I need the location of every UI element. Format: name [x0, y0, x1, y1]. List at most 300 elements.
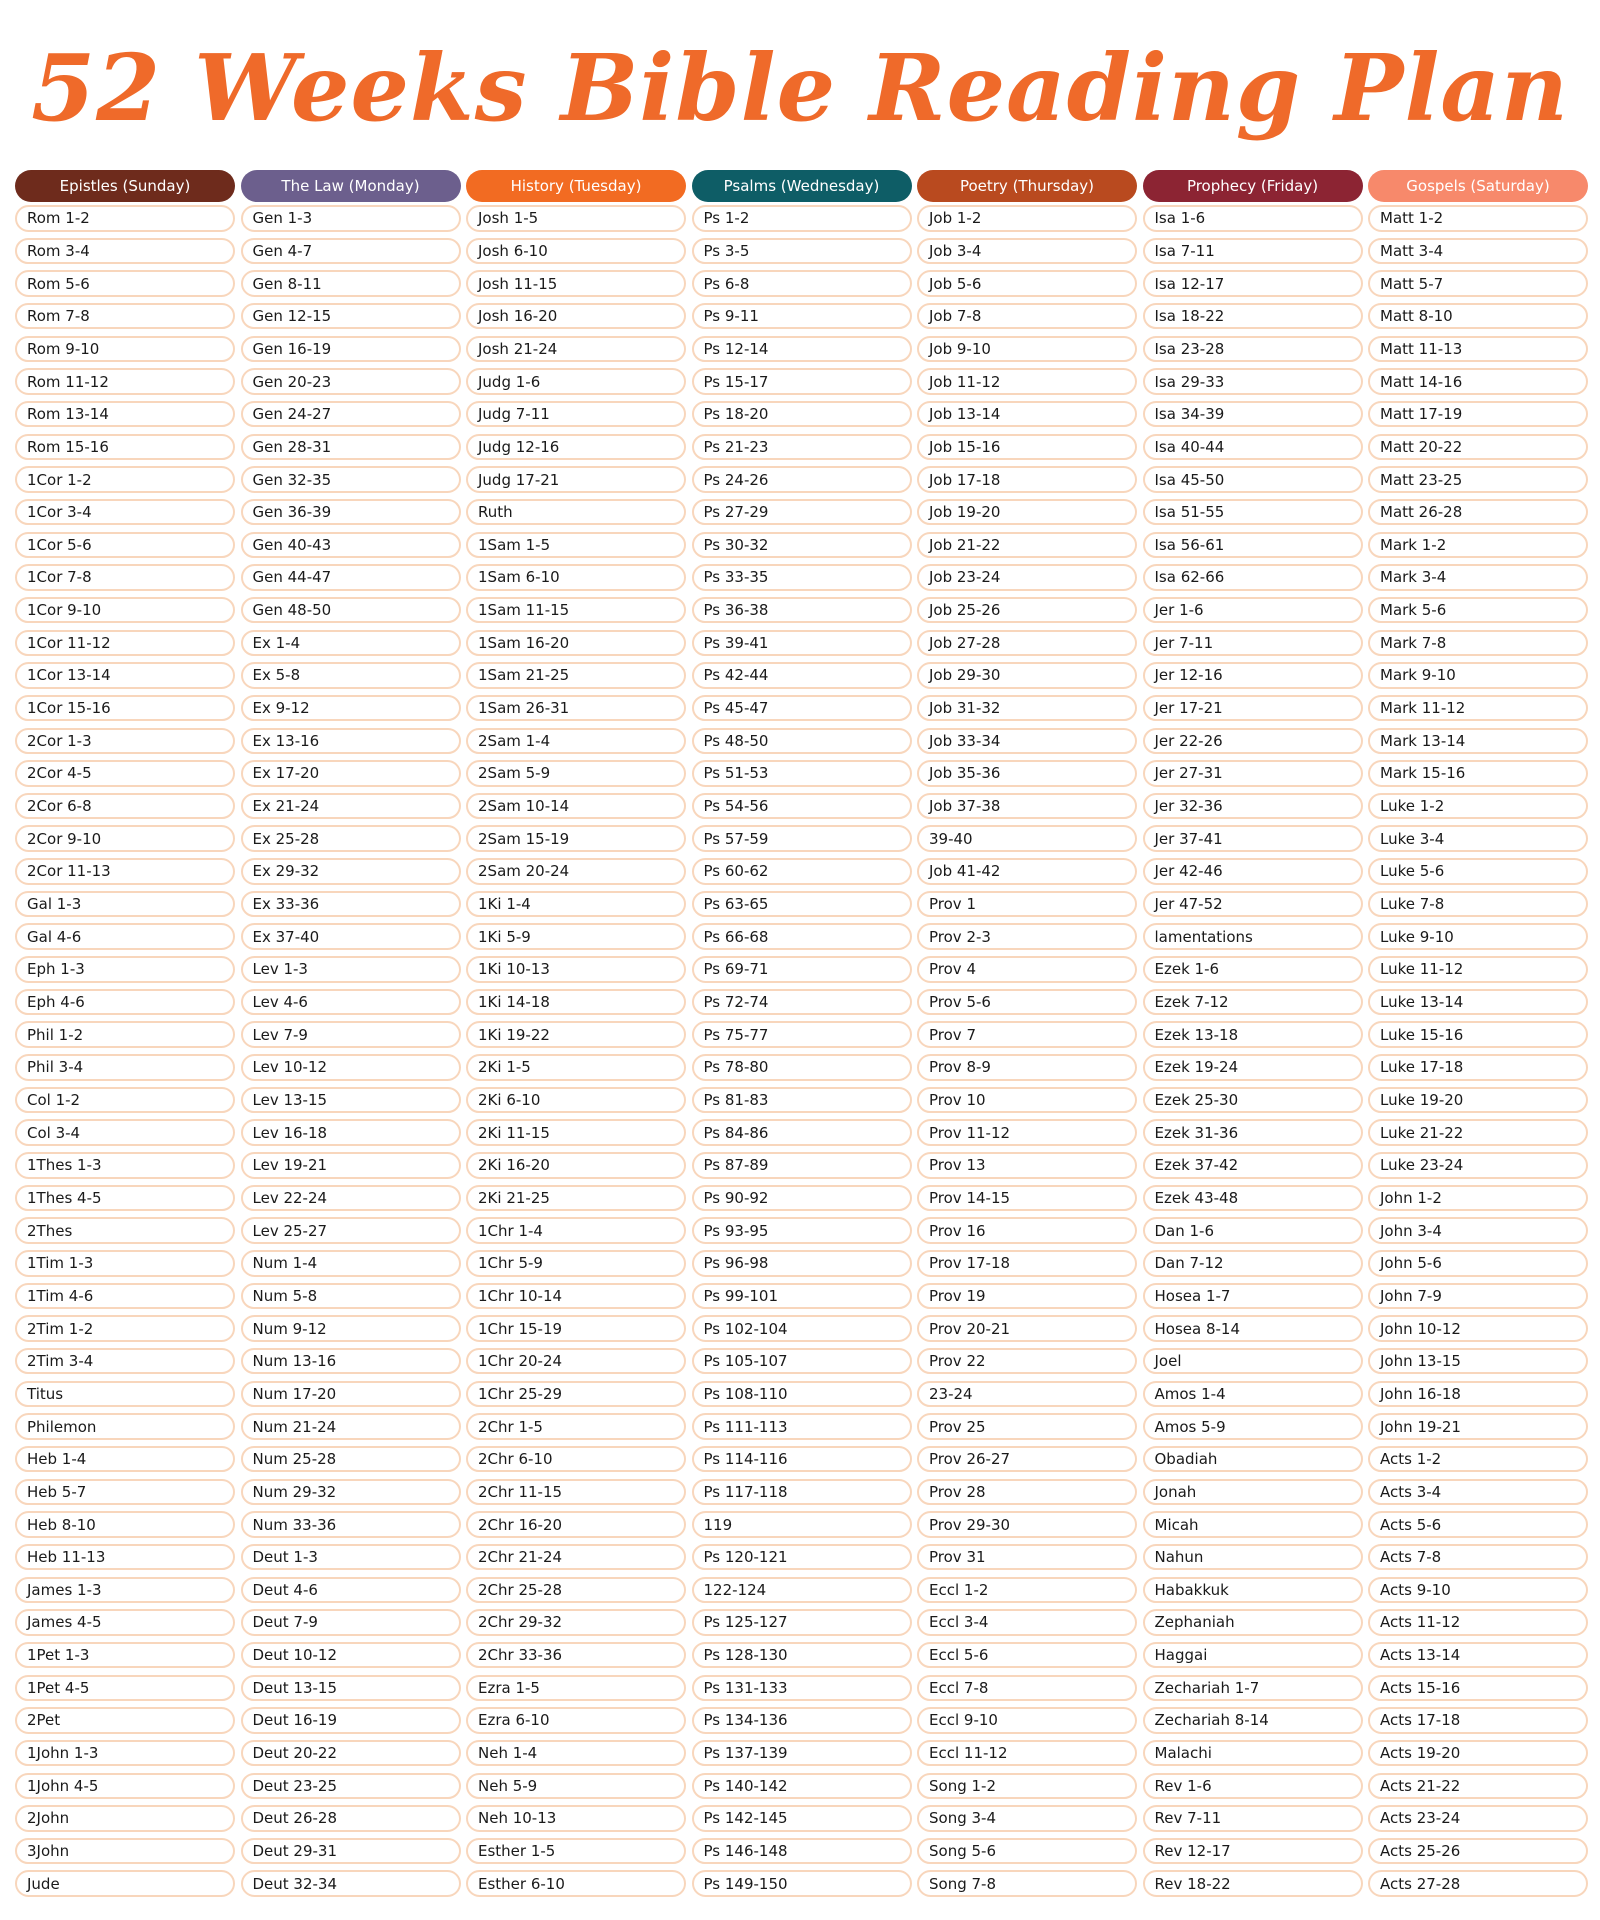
- reading-cell: Haggai: [1143, 1642, 1363, 1669]
- reading-cell: John 5-6: [1368, 1250, 1588, 1277]
- page-title: 52 Weeks Bible Reading Plan: [31, 33, 1569, 142]
- reading-cell: 2Chr 33-36: [466, 1642, 686, 1669]
- reading-cell: Luke 15-16: [1368, 1021, 1588, 1048]
- reading-cell: Job 1-2: [917, 205, 1137, 232]
- reading-cell: Dan 1-6: [1143, 1217, 1363, 1244]
- reading-cell: Eph 4-6: [15, 989, 235, 1016]
- reading-cell: Ex 33-36: [241, 891, 461, 918]
- reading-cell: 1Cor 9-10: [15, 597, 235, 624]
- reading-cell: Acts 17-18: [1368, 1707, 1588, 1734]
- reading-cell: Acts 19-20: [1368, 1740, 1588, 1767]
- reading-cell: Obadiah: [1143, 1446, 1363, 1473]
- reading-cell: James 4-5: [15, 1609, 235, 1636]
- reading-cell: Ex 21-24: [241, 793, 461, 820]
- reading-cell: Ezek 37-42: [1143, 1152, 1363, 1179]
- reading-cell: Rom 9-10: [15, 336, 235, 363]
- reading-cell: Luke 17-18: [1368, 1054, 1588, 1081]
- reading-cell: Prov 5-6: [917, 989, 1137, 1016]
- reading-cell: 2Sam 10-14: [466, 793, 686, 820]
- reading-cell: Ps 51-53: [692, 760, 912, 787]
- reading-cell: Mark 7-8: [1368, 630, 1588, 657]
- reading-cell: 2Tim 3-4: [15, 1348, 235, 1375]
- reading-cell: Ps 21-23: [692, 434, 912, 461]
- reading-cell: Ezek 7-12: [1143, 989, 1363, 1016]
- reading-cell: 2Chr 1-5: [466, 1413, 686, 1440]
- reading-cell: 1Chr 20-24: [466, 1348, 686, 1375]
- reading-cell: Luke 21-22: [1368, 1119, 1588, 1146]
- reading-cell: Ps 120-121: [692, 1544, 912, 1571]
- reading-cell: Deut 32-34: [241, 1870, 461, 1897]
- reading-cell: Gen 28-31: [241, 434, 461, 461]
- reading-cell: Gen 40-43: [241, 532, 461, 559]
- day-column: [917, 170, 1137, 1903]
- reading-cell: Titus: [15, 1381, 235, 1408]
- reading-cell: Matt 23-25: [1368, 466, 1588, 493]
- reading-cell: Ps 15-17: [692, 368, 912, 395]
- reading-cell: Isa 12-17: [1143, 270, 1363, 297]
- reading-cell: Song 5-6: [917, 1838, 1137, 1865]
- reading-cell: Deut 13-15: [241, 1675, 461, 1702]
- reading-cell: Jer 17-21: [1143, 695, 1363, 722]
- day-column: [15, 170, 235, 1903]
- reading-cell: 2Cor 11-13: [15, 858, 235, 885]
- column-header: Poetry (Thursday): [917, 170, 1137, 202]
- reading-cell: 2Ki 16-20: [466, 1152, 686, 1179]
- reading-cell: Acts 27-28: [1368, 1870, 1588, 1897]
- reading-cell: Luke 11-12: [1368, 956, 1588, 983]
- reading-cell: Ezek 43-48: [1143, 1185, 1363, 1212]
- reading-cell: Job 35-36: [917, 760, 1137, 787]
- reading-cell: Lev 19-21: [241, 1152, 461, 1179]
- reading-cell: Job 5-6: [917, 270, 1137, 297]
- reading-cell: 1Cor 5-6: [15, 532, 235, 559]
- reading-cell: Luke 7-8: [1368, 891, 1588, 918]
- reading-cell: Acts 21-22: [1368, 1773, 1588, 1800]
- reading-cell: Isa 23-28: [1143, 336, 1363, 363]
- reading-cell: Zechariah 8-14: [1143, 1707, 1363, 1734]
- reading-cell: Prov 19: [917, 1283, 1137, 1310]
- reading-cell: 1Cor 13-14: [15, 662, 235, 689]
- reading-cell: Rom 13-14: [15, 401, 235, 428]
- reading-cell: Num 33-36: [241, 1511, 461, 1538]
- reading-cell: Isa 18-22: [1143, 303, 1363, 330]
- reading-cell: Job 37-38: [917, 793, 1137, 820]
- reading-cell: Jer 7-11: [1143, 630, 1363, 657]
- reading-cell: lamentations: [1143, 923, 1363, 950]
- reading-cell: Judg 12-16: [466, 434, 686, 461]
- reading-cell: Gen 1-3: [241, 205, 461, 232]
- reading-cell: Ps 1-2: [692, 205, 912, 232]
- reading-cell: Gen 8-11: [241, 270, 461, 297]
- reading-cell: 1Tim 4-6: [15, 1283, 235, 1310]
- reading-cell: 1Sam 6-10: [466, 564, 686, 591]
- reading-cell: 1Thes 1-3: [15, 1152, 235, 1179]
- reading-cell: 1Cor 3-4: [15, 499, 235, 526]
- reading-cell: Rev 1-6: [1143, 1773, 1363, 1800]
- reading-cell: Prov 11-12: [917, 1119, 1137, 1146]
- reading-cell: James 1-3: [15, 1577, 235, 1604]
- reading-cell: Ezek 1-6: [1143, 956, 1363, 983]
- reading-cell: Lev 13-15: [241, 1087, 461, 1114]
- reading-cell: 2Pet: [15, 1707, 235, 1734]
- reading-cell: Acts 15-16: [1368, 1675, 1588, 1702]
- day-column: [1143, 170, 1363, 1903]
- reading-cell: Ps 96-98: [692, 1250, 912, 1277]
- reading-cell: Ps 108-110: [692, 1381, 912, 1408]
- reading-cell: Gen 16-19: [241, 336, 461, 363]
- reading-cell: 1Cor 7-8: [15, 564, 235, 591]
- column-header: History (Tuesday): [466, 170, 686, 202]
- reading-cell: Rev 12-17: [1143, 1838, 1363, 1865]
- reading-cell: Ps 18-20: [692, 401, 912, 428]
- reading-cell: Matt 17-19: [1368, 401, 1588, 428]
- reading-cell: 2Ki 1-5: [466, 1054, 686, 1081]
- reading-cell: Eccl 3-4: [917, 1609, 1137, 1636]
- reading-cell: Judg 1-6: [466, 368, 686, 395]
- reading-cell: Col 1-2: [15, 1087, 235, 1114]
- reading-cell: Ezek 25-30: [1143, 1087, 1363, 1114]
- reading-cell: Matt 14-16: [1368, 368, 1588, 395]
- reading-cell: Gen 44-47: [241, 564, 461, 591]
- reading-cell: Micah: [1143, 1511, 1363, 1538]
- reading-cell: 2Chr 16-20: [466, 1511, 686, 1538]
- reading-cell: 2Cor 6-8: [15, 793, 235, 820]
- reading-cell: Deut 10-12: [241, 1642, 461, 1669]
- reading-cell: Ps 114-116: [692, 1446, 912, 1473]
- reading-cell: Job 7-8: [917, 303, 1137, 330]
- reading-cell: Luke 13-14: [1368, 989, 1588, 1016]
- reading-cell: Ps 78-80: [692, 1054, 912, 1081]
- reading-cell: 119: [692, 1511, 912, 1538]
- reading-cell: Ps 57-59: [692, 825, 912, 852]
- reading-cell: Acts 25-26: [1368, 1838, 1588, 1865]
- reading-cell: Eccl 5-6: [917, 1642, 1137, 1669]
- reading-cell: Rev 18-22: [1143, 1870, 1363, 1897]
- reading-cell: Ps 140-142: [692, 1773, 912, 1800]
- reading-cell: Job 31-32: [917, 695, 1137, 722]
- reading-cell: Num 29-32: [241, 1479, 461, 1506]
- reading-cell: Lev 4-6: [241, 989, 461, 1016]
- reading-cell: Ezek 19-24: [1143, 1054, 1363, 1081]
- reading-cell: 1Ki 1-4: [466, 891, 686, 918]
- reading-cell: Deut 16-19: [241, 1707, 461, 1734]
- reading-cell: 2Tim 1-2: [15, 1315, 235, 1342]
- reading-cell: Jer 22-26: [1143, 728, 1363, 755]
- reading-cell: Isa 29-33: [1143, 368, 1363, 395]
- reading-cell: Prov 22: [917, 1348, 1137, 1375]
- reading-cell: Num 9-12: [241, 1315, 461, 1342]
- reading-cell: Mark 11-12: [1368, 695, 1588, 722]
- reading-cell: Ps 75-77: [692, 1021, 912, 1048]
- reading-cell: Heb 8-10: [15, 1511, 235, 1538]
- reading-cell: Heb 1-4: [15, 1446, 235, 1473]
- reading-cell: Matt 20-22: [1368, 434, 1588, 461]
- reading-cell: Mark 9-10: [1368, 662, 1588, 689]
- reading-cell: Judg 17-21: [466, 466, 686, 493]
- reading-cell: Ex 17-20: [241, 760, 461, 787]
- reading-cell: Ex 1-4: [241, 630, 461, 657]
- reading-cell: Job 15-16: [917, 434, 1137, 461]
- reading-cell: 1Cor 11-12: [15, 630, 235, 657]
- reading-cell: Ps 27-29: [692, 499, 912, 526]
- reading-cell: Ps 87-89: [692, 1152, 912, 1179]
- reading-cell: Col 3-4: [15, 1119, 235, 1146]
- reading-cell: Josh 6-10: [466, 238, 686, 265]
- reading-cell: 2Ki 11-15: [466, 1119, 686, 1146]
- reading-cell: Num 1-4: [241, 1250, 461, 1277]
- reading-cell: Phil 3-4: [15, 1054, 235, 1081]
- reading-cell: Deut 23-25: [241, 1773, 461, 1800]
- reading-cell: Num 13-16: [241, 1348, 461, 1375]
- reading-cell: Ps 63-65: [692, 891, 912, 918]
- reading-cell: Isa 34-39: [1143, 401, 1363, 428]
- reading-cell: 2Sam 1-4: [466, 728, 686, 755]
- reading-cell: Song 1-2: [917, 1773, 1137, 1800]
- reading-cell: 2Ki 21-25: [466, 1185, 686, 1212]
- reading-cell: Prov 10: [917, 1087, 1137, 1114]
- reading-cell: 23-24: [917, 1381, 1137, 1408]
- reading-cell: Job 27-28: [917, 630, 1137, 657]
- reading-cell: Ps 12-14: [692, 336, 912, 363]
- reading-cell: Acts 5-6: [1368, 1511, 1588, 1538]
- reading-cell: Eccl 11-12: [917, 1740, 1137, 1767]
- reading-cell: Gen 12-15: [241, 303, 461, 330]
- reading-cell: 1Chr 25-29: [466, 1381, 686, 1408]
- column-header: Prophecy (Friday): [1143, 170, 1363, 202]
- reading-cell: Ps 93-95: [692, 1217, 912, 1244]
- reading-cell: Matt 8-10: [1368, 303, 1588, 330]
- day-column: [1368, 170, 1588, 1903]
- reading-cell: Ps 137-139: [692, 1740, 912, 1767]
- reading-cell: 1Ki 5-9: [466, 923, 686, 950]
- reading-cell: Job 21-22: [917, 532, 1137, 559]
- reading-cell: Ps 72-74: [692, 989, 912, 1016]
- reading-cell: Ps 30-32: [692, 532, 912, 559]
- reading-cell: Gen 24-27: [241, 401, 461, 428]
- reading-cell: Prov 31: [917, 1544, 1137, 1571]
- reading-cell: 2Chr 25-28: [466, 1577, 686, 1604]
- reading-cell: John 7-9: [1368, 1283, 1588, 1310]
- reading-cell: Ezra 6-10: [466, 1707, 686, 1734]
- reading-cell: Jer 37-41: [1143, 825, 1363, 852]
- reading-cell: Job 33-34: [917, 728, 1137, 755]
- reading-cell: Ps 142-145: [692, 1805, 912, 1832]
- reading-cell: Luke 1-2: [1368, 793, 1588, 820]
- column-header: The Law (Monday): [241, 170, 461, 202]
- reading-cell: Num 17-20: [241, 1381, 461, 1408]
- reading-cell: Luke 23-24: [1368, 1152, 1588, 1179]
- reading-cell: 1Chr 10-14: [466, 1283, 686, 1310]
- reading-cell: Gen 32-35: [241, 466, 461, 493]
- reading-cell: 1Sam 21-25: [466, 662, 686, 689]
- reading-cell: Ps 105-107: [692, 1348, 912, 1375]
- reading-cell: 1Tim 1-3: [15, 1250, 235, 1277]
- reading-cell: 1Chr 5-9: [466, 1250, 686, 1277]
- reading-cell: Prov 1: [917, 891, 1137, 918]
- reading-cell: Luke 3-4: [1368, 825, 1588, 852]
- reading-cell: Isa 45-50: [1143, 466, 1363, 493]
- reading-cell: Prov 8-9: [917, 1054, 1137, 1081]
- reading-cell: 1Sam 1-5: [466, 532, 686, 559]
- reading-cell: Esther 1-5: [466, 1838, 686, 1865]
- reading-cell: John 3-4: [1368, 1217, 1588, 1244]
- reading-cell: Zephaniah: [1143, 1609, 1363, 1636]
- reading-cell: 1John 4-5: [15, 1773, 235, 1800]
- reading-cell: Heb 11-13: [15, 1544, 235, 1571]
- reading-cell: Song 7-8: [917, 1870, 1137, 1897]
- reading-cell: Ps 128-130: [692, 1642, 912, 1669]
- reading-cell: 1Thes 4-5: [15, 1185, 235, 1212]
- reading-cell: Rom 11-12: [15, 368, 235, 395]
- reading-cell: 2Chr 21-24: [466, 1544, 686, 1571]
- reading-cell: 3John: [15, 1838, 235, 1865]
- reading-cell: Nahun: [1143, 1544, 1363, 1571]
- reading-cell: Acts 13-14: [1368, 1642, 1588, 1669]
- reading-cell: Ps 134-136: [692, 1707, 912, 1734]
- reading-cell: Acts 9-10: [1368, 1577, 1588, 1604]
- reading-cell: Acts 3-4: [1368, 1479, 1588, 1506]
- reading-cell: 2Chr 6-10: [466, 1446, 686, 1473]
- reading-cell: Ezra 1-5: [466, 1675, 686, 1702]
- reading-cell: Josh 11-15: [466, 270, 686, 297]
- reading-cell: Prov 2-3: [917, 923, 1137, 950]
- reading-cell: Ex 29-32: [241, 858, 461, 885]
- reading-cell: Neh 1-4: [466, 1740, 686, 1767]
- reading-cell: Ps 117-118: [692, 1479, 912, 1506]
- reading-cell: Job 29-30: [917, 662, 1137, 689]
- reading-cell: Num 25-28: [241, 1446, 461, 1473]
- reading-cell: Mark 1-2: [1368, 532, 1588, 559]
- reading-cell: Job 3-4: [917, 238, 1137, 265]
- reading-cell: Jer 12-16: [1143, 662, 1363, 689]
- reading-cell: Matt 11-13: [1368, 336, 1588, 363]
- reading-cell: Prov 29-30: [917, 1511, 1137, 1538]
- reading-cell: Ps 146-148: [692, 1838, 912, 1865]
- reading-cell: 1Ki 19-22: [466, 1021, 686, 1048]
- reading-cell: 1Chr 1-4: [466, 1217, 686, 1244]
- reading-cell: 1Pet 1-3: [15, 1642, 235, 1669]
- reading-cell: Lev 7-9: [241, 1021, 461, 1048]
- reading-cell: Lev 1-3: [241, 956, 461, 983]
- reading-cell: Ex 9-12: [241, 695, 461, 722]
- reading-cell: Ps 60-62: [692, 858, 912, 885]
- reading-cell: Gen 36-39: [241, 499, 461, 526]
- reading-cell: Rom 3-4: [15, 238, 235, 265]
- reading-cell: Matt 5-7: [1368, 270, 1588, 297]
- reading-cell: Luke 9-10: [1368, 923, 1588, 950]
- reading-cell: Eph 1-3: [15, 956, 235, 983]
- reading-cell: Philemon: [15, 1413, 235, 1440]
- reading-cell: Deut 7-9: [241, 1609, 461, 1636]
- reading-cell: Amos 1-4: [1143, 1381, 1363, 1408]
- reading-cell: Luke 5-6: [1368, 858, 1588, 885]
- reading-cell: Josh 21-24: [466, 336, 686, 363]
- reading-cell: Deut 4-6: [241, 1577, 461, 1604]
- reading-cell: Num 5-8: [241, 1283, 461, 1310]
- reading-cell: Job 41-42: [917, 858, 1137, 885]
- reading-cell: Ps 48-50: [692, 728, 912, 755]
- reading-cell: John 13-15: [1368, 1348, 1588, 1375]
- reading-cell: Ps 84-86: [692, 1119, 912, 1146]
- reading-cell: Habakkuk: [1143, 1577, 1363, 1604]
- reading-cell: Ps 69-71: [692, 956, 912, 983]
- reading-cell: Prov 13: [917, 1152, 1137, 1179]
- reading-cell: 2Cor 9-10: [15, 825, 235, 852]
- reading-cell: 1Pet 4-5: [15, 1675, 235, 1702]
- reading-cell: Ezek 13-18: [1143, 1021, 1363, 1048]
- reading-cell: 1Ki 10-13: [466, 956, 686, 983]
- reading-cell: Gal 4-6: [15, 923, 235, 950]
- reading-cell: John 10-12: [1368, 1315, 1588, 1342]
- reading-cell: Prov 4: [917, 956, 1137, 983]
- reading-cell: 1John 1-3: [15, 1740, 235, 1767]
- reading-cell: Zechariah 1-7: [1143, 1675, 1363, 1702]
- reading-cell: Isa 1-6: [1143, 205, 1363, 232]
- reading-cell: 2Chr 29-32: [466, 1609, 686, 1636]
- reading-cell: John 19-21: [1368, 1413, 1588, 1440]
- column-header: Psalms (Wednesday): [692, 170, 912, 202]
- reading-cell: Jer 32-36: [1143, 793, 1363, 820]
- reading-cell: Ps 42-44: [692, 662, 912, 689]
- reading-cell: 2Sam 20-24: [466, 858, 686, 885]
- reading-cell: Ps 66-68: [692, 923, 912, 950]
- reading-cell: Matt 3-4: [1368, 238, 1588, 265]
- reading-cell: Matt 26-28: [1368, 499, 1588, 526]
- reading-cell: Gen 20-23: [241, 368, 461, 395]
- reading-cell: Prov 25: [917, 1413, 1137, 1440]
- reading-cell: Acts 7-8: [1368, 1544, 1588, 1571]
- reading-cell: Judg 7-11: [466, 401, 686, 428]
- reading-cell: Mark 3-4: [1368, 564, 1588, 591]
- reading-cell: Job 17-18: [917, 466, 1137, 493]
- reading-cell: Ps 54-56: [692, 793, 912, 820]
- reading-cell: Jonah: [1143, 1479, 1363, 1506]
- reading-cell: Rev 7-11: [1143, 1805, 1363, 1832]
- reading-cell: Job 9-10: [917, 336, 1137, 363]
- reading-cell: Neh 10-13: [466, 1805, 686, 1832]
- reading-cell: Eccl 7-8: [917, 1675, 1137, 1702]
- reading-cell: Ps 3-5: [692, 238, 912, 265]
- reading-cell: 1Cor 1-2: [15, 466, 235, 493]
- reading-cell: 2John: [15, 1805, 235, 1832]
- reading-cell: Prov 16: [917, 1217, 1137, 1244]
- reading-cell: Deut 20-22: [241, 1740, 461, 1767]
- reading-cell: Prov 26-27: [917, 1446, 1137, 1473]
- reading-cell: Ps 81-83: [692, 1087, 912, 1114]
- reading-cell: Ps 6-8: [692, 270, 912, 297]
- reading-cell: 2Cor 1-3: [15, 728, 235, 755]
- reading-cell: Esther 6-10: [466, 1870, 686, 1897]
- reading-cell: 1Sam 16-20: [466, 630, 686, 657]
- reading-cell: Isa 56-61: [1143, 532, 1363, 559]
- column-header: Epistles (Sunday): [15, 170, 235, 202]
- reading-cell: Ps 125-127: [692, 1609, 912, 1636]
- reading-cell: Ps 99-101: [692, 1283, 912, 1310]
- reading-cell: Job 19-20: [917, 499, 1137, 526]
- reading-cell: Acts 11-12: [1368, 1609, 1588, 1636]
- reading-cell: 2Sam 15-19: [466, 825, 686, 852]
- reading-cell: 39-40: [917, 825, 1137, 852]
- reading-cell: Luke 19-20: [1368, 1087, 1588, 1114]
- reading-cell: Deut 26-28: [241, 1805, 461, 1832]
- reading-cell: Gal 1-3: [15, 891, 235, 918]
- reading-cell: Isa 40-44: [1143, 434, 1363, 461]
- reading-cell: Dan 7-12: [1143, 1250, 1363, 1277]
- reading-cell: Ruth: [466, 499, 686, 526]
- reading-cell: John 1-2: [1368, 1185, 1588, 1212]
- reading-cell: Prov 28: [917, 1479, 1137, 1506]
- reading-cell: Ps 102-104: [692, 1315, 912, 1342]
